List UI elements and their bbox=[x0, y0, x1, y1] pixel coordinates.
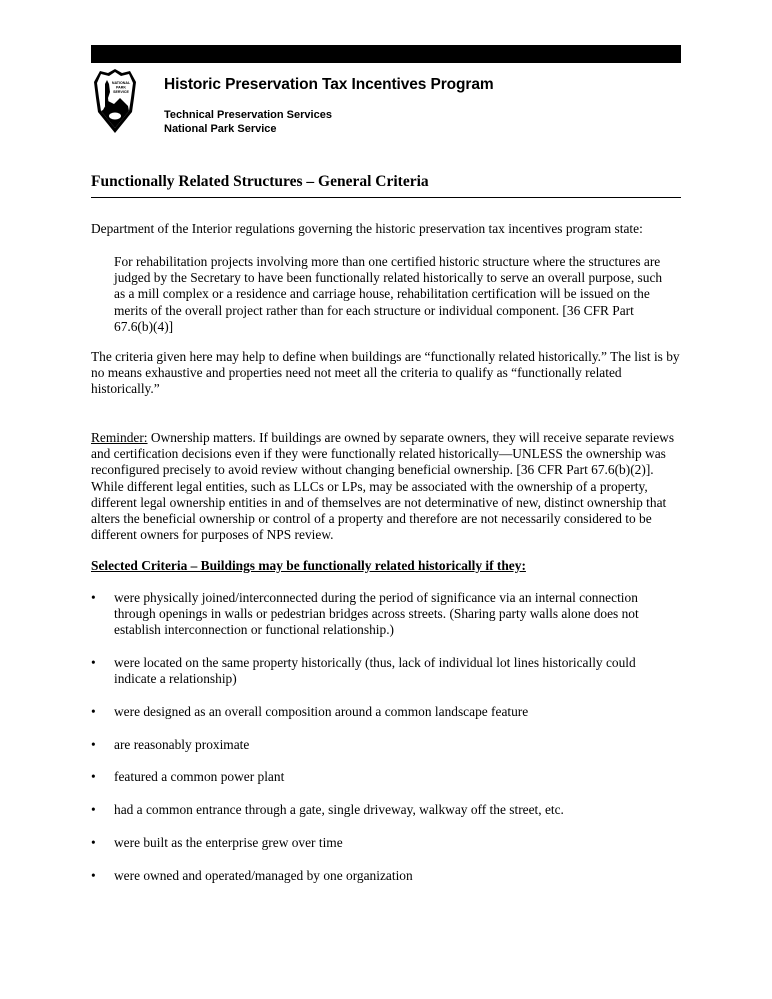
selected-criteria-heading: Selected Criteria – Buildings may be functionally related historically if they: bbox=[91, 558, 526, 573]
intro-paragraph: Department of the Interior regulations governing the historic preservation tax incentives program state: bbox=[91, 221, 643, 236]
criteria-text: were owned and operated/managed by one organization bbox=[114, 867, 413, 883]
bullet-icon: • bbox=[91, 655, 96, 671]
reminder-paragraph bbox=[91, 430, 683, 543]
program-title: Historic Preservation Tax Incentives Program bbox=[164, 76, 494, 93]
bullet-icon: • bbox=[91, 704, 96, 720]
criteria-text: were designed as an overall composition around a common landscape feature bbox=[114, 704, 529, 720]
subtitle-tps: Technical Preservation Services bbox=[164, 109, 332, 121]
criteria-text: were built as the enterprise grew over time bbox=[114, 834, 343, 850]
list-item bbox=[91, 704, 681, 720]
bullet-icon: • bbox=[91, 834, 96, 850]
title-divider bbox=[91, 197, 681, 198]
criteria-text: featured a common power plant bbox=[114, 769, 285, 785]
list-item bbox=[91, 655, 681, 687]
criteria-note-paragraph: The criteria given here may help to define when buildings are “functionally related historically.” The list is by no means exhaustive and properties need not meet all the criteria to qualify as “functionally related historically.” bbox=[91, 349, 680, 397]
regulation-quote: For rehabilitation projects involving more than one certified historic structure where the structures are judged by the Secretary to have been functionally related historically to serve an overall purpose, such as a mill complex or a residence and carriage house, rehabilitation certification will be issued on the merits of the overall project rather than for each structure or individual component. [36 CFR Part 67.6(b)(4)] bbox=[114, 254, 663, 334]
bullet-icon: • bbox=[91, 590, 96, 605]
header-bar bbox=[91, 45, 681, 63]
bullet-icon: • bbox=[91, 867, 96, 883]
reminder-label: Reminder: bbox=[91, 430, 148, 445]
nps-arrowhead-logo-icon bbox=[92, 68, 138, 134]
svg-text:NATIONAL: NATIONAL bbox=[111, 81, 131, 85]
list-item bbox=[91, 769, 681, 785]
svg-text:SERVICE: SERVICE bbox=[113, 90, 129, 94]
reminder-text: Ownership matters. If buildings are owned by separate owners, they will receive separate reviews and certification decisions even if they were functionally related historically—UNLESS the ownership was reconfigured precisely to avoid review without changing beneficial ownership. [36 CFR Part 67.6(b)(2)]. While different legal entities, such as LLCs or LPs, may be associated with the ownership of a property, different legal ownership entities in and of themselves are not determinative of new, distinct ownership that alters the beneficial ownership or control of a property and therefore are not necessarily considered to be different owners for purposes of NPS review. bbox=[91, 430, 675, 543]
list-item bbox=[91, 590, 681, 639]
list-item bbox=[91, 737, 681, 753]
page-title: Functionally Related Structures – General Criteria bbox=[91, 173, 429, 190]
criteria-text: are reasonably proximate bbox=[114, 736, 250, 752]
criteria-list bbox=[91, 590, 681, 900]
bullet-icon: • bbox=[91, 802, 96, 818]
list-item bbox=[91, 835, 681, 851]
subtitle-nps: National Park Service bbox=[164, 123, 277, 135]
criteria-text: had a common entrance through a gate, single driveway, walkway off the street, etc. bbox=[114, 802, 564, 818]
criteria-text: were located on the same property historically (thus, lack of individual lot lines historically could indicate a relationship) bbox=[114, 655, 636, 687]
list-item bbox=[91, 868, 681, 884]
svg-text:PARK: PARK bbox=[116, 85, 126, 90]
bullet-icon: • bbox=[91, 769, 96, 785]
criteria-text: were physically joined/interconnected during the period of significance via an internal connection through openings in walls or pedestrian bridges across streets. (Sharing party walls alone does not establish interconnection or functional relationship.) bbox=[114, 590, 639, 638]
list-item bbox=[91, 802, 681, 818]
bullet-icon: • bbox=[91, 736, 96, 752]
program-subtitle bbox=[164, 108, 332, 136]
